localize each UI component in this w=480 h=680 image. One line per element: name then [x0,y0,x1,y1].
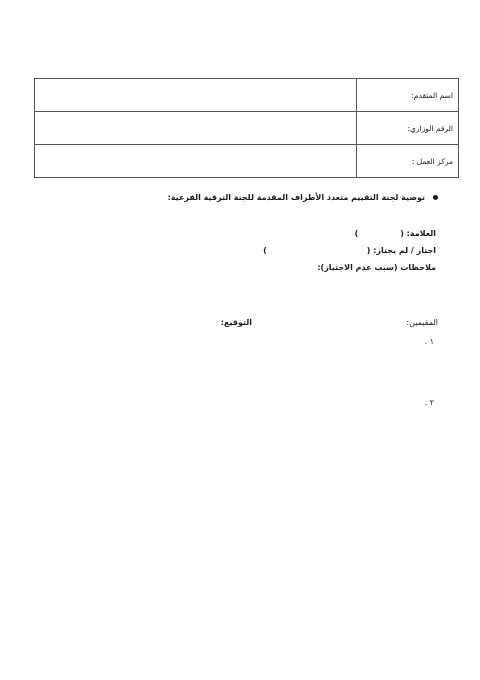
table-row [35,145,459,178]
evaluator-item-1: ١ . [424,337,434,346]
ministry-number-label: الرقم الوزاري: [357,112,459,145]
mark-close-paren: ) [354,229,359,238]
applicant-name-value [35,79,357,112]
mark-field [355,229,436,238]
ministry-number-value [35,112,357,145]
pass-label: اجتاز / لم يجتاز: ( [366,246,436,255]
evaluator-item-2: ٢ . [424,398,434,407]
applicant-name-label: اسم المتقدم: [357,79,459,112]
notes-label: ملاحظات (سبب عدم الاجتياز): [317,263,436,272]
recommendation-heading [168,193,438,202]
work-center-value [35,145,357,178]
table-row [35,112,459,145]
evaluators-label: المقيمين: [406,318,438,327]
recommendation-heading-text: توصية لجنة التقييم متعدد الأطراف المقدمة للجنة الترقية الفرعية: [167,193,425,202]
bullet-icon [433,195,438,200]
pass-field [263,246,436,255]
table-row [35,79,459,112]
applicant-info-table [34,78,459,178]
pass-close-paren: ) [263,246,267,255]
work-center-label: مركز العمل : [357,145,459,178]
signature-label: التوقيع: [220,318,252,327]
mark-label: العلامة: ( [400,229,436,238]
